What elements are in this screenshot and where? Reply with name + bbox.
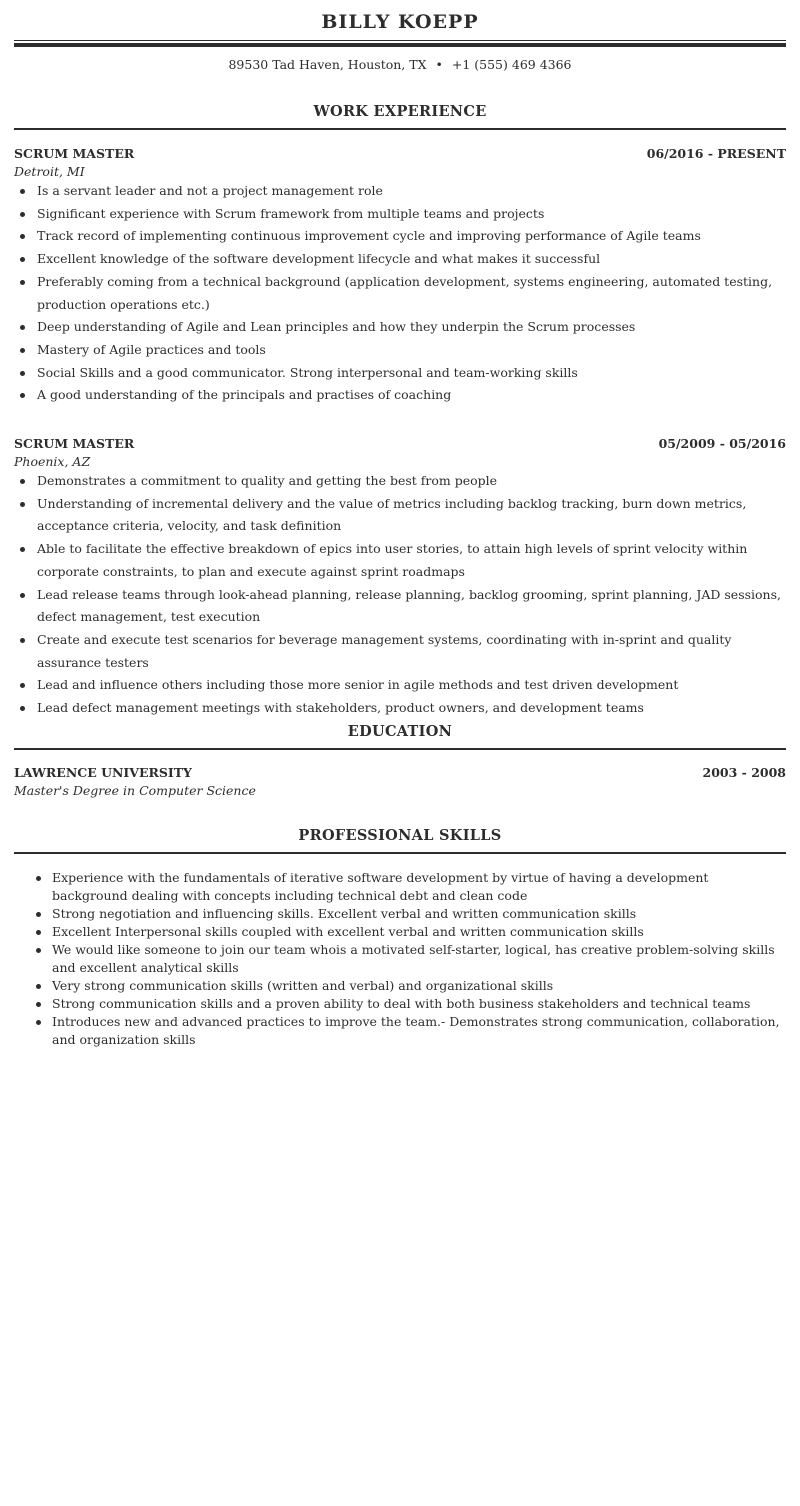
school-name: LAWRENCE UNIVERSITY	[14, 765, 192, 780]
header-divider-thick	[14, 43, 786, 47]
header-divider-thin	[14, 40, 786, 41]
list-item: Lead and influence others including those more senior in agile methods and test driven development	[14, 674, 786, 697]
job-dates: 05/2009 - 05/2016	[658, 436, 786, 451]
contact-line	[0, 56, 800, 74]
candidate-name: BILLY KOEPP	[321, 11, 479, 33]
education-divider	[14, 748, 786, 750]
list-item: Introduces new and advanced practices to improve the team.- Demonstrates strong communication, collaboration, and organization skills	[14, 1013, 786, 1049]
contact-phone: +1 (555) 469 4366	[451, 57, 572, 72]
work-experience-divider	[14, 128, 786, 130]
list-item: Strong communication skills and a proven ability to deal with both business stakeholders and technical teams	[14, 995, 786, 1013]
list-item: Significant experience with Scrum framework from multiple teams and projects	[14, 203, 786, 226]
contact-address: 89530 Tad Haven, Houston, TX	[228, 57, 427, 72]
list-item: We would like someone to join our team whois a motivated self-starter, logical, has creative problem-solving skills and excellent analytical skills	[14, 941, 786, 977]
list-item: Demonstrates a commitment to quality and getting the best from people	[14, 470, 786, 493]
education-years: 2003 - 2008	[702, 765, 786, 780]
list-item: Strong negotiation and influencing skills. Excellent verbal and written communication skills	[14, 905, 786, 923]
list-item: Create and execute test scenarios for beverage management systems, coordinating with in-sprint and quality assurance testers	[14, 629, 786, 674]
skills-divider	[14, 852, 786, 854]
list-item: Understanding of incremental delivery and the value of metrics including backlog tracking, burn down metrics, acceptance criteria, velocity, and task definition	[14, 493, 786, 538]
list-item: Is a servant leader and not a project management role	[14, 180, 786, 203]
list-item: Very strong communication skills (written and verbal) and organizational skills	[14, 977, 786, 995]
degree: Master's Degree in Computer Science	[14, 783, 256, 798]
list-item: Experience with the fundamentals of iterative software development by virtue of having a development background dealing with concepts including technical debt and clean code	[14, 869, 786, 905]
list-item: Social Skills and a good communicator. Strong interpersonal and team-working skills	[14, 362, 786, 385]
list-item: Lead release teams through look-ahead planning, release planning, backlog grooming, sprint planning, JAD sessions, defect management, test execution	[14, 584, 786, 629]
list-item: Lead defect management meetings with stakeholders, product owners, and development teams	[14, 697, 786, 720]
list-item: Track record of implementing continuous improvement cycle and improving performance of Agile teams	[14, 225, 786, 248]
job-location: Phoenix, AZ	[14, 454, 91, 469]
education-heading: EDUCATION	[347, 723, 453, 740]
list-item: Excellent knowledge of the software development lifecycle and what makes it successful	[14, 248, 786, 271]
job-duties-list	[14, 470, 786, 720]
work-experience-heading: WORK EXPERIENCE	[313, 103, 487, 120]
list-item: Able to facilitate the effective breakdown of epics into user stories, to attain high levels of sprint velocity within corporate constraints, to plan and execute against sprint roadmaps	[14, 538, 786, 583]
list-item: Mastery of Agile practices and tools	[14, 339, 786, 362]
job-duties-list	[14, 180, 786, 407]
job-location: Detroit, MI	[14, 164, 85, 179]
contact-separator: •	[435, 57, 443, 72]
job-title: SCRUM MASTER	[14, 146, 135, 161]
list-item: Deep understanding of Agile and Lean principles and how they underpin the Scrum processes	[14, 316, 786, 339]
list-item: A good understanding of the principals and practises of coaching	[14, 384, 786, 407]
job-dates: 06/2016 - PRESENT	[646, 146, 786, 161]
list-item: Preferably coming from a technical background (application development, systems engineering, automated testing, production operations etc.)	[14, 271, 786, 316]
job-title: SCRUM MASTER	[14, 436, 135, 451]
skills-list	[14, 869, 786, 1049]
skills-heading: PROFESSIONAL SKILLS	[298, 827, 502, 844]
list-item: Excellent Interpersonal skills coupled with excellent verbal and written communication skills	[14, 923, 786, 941]
